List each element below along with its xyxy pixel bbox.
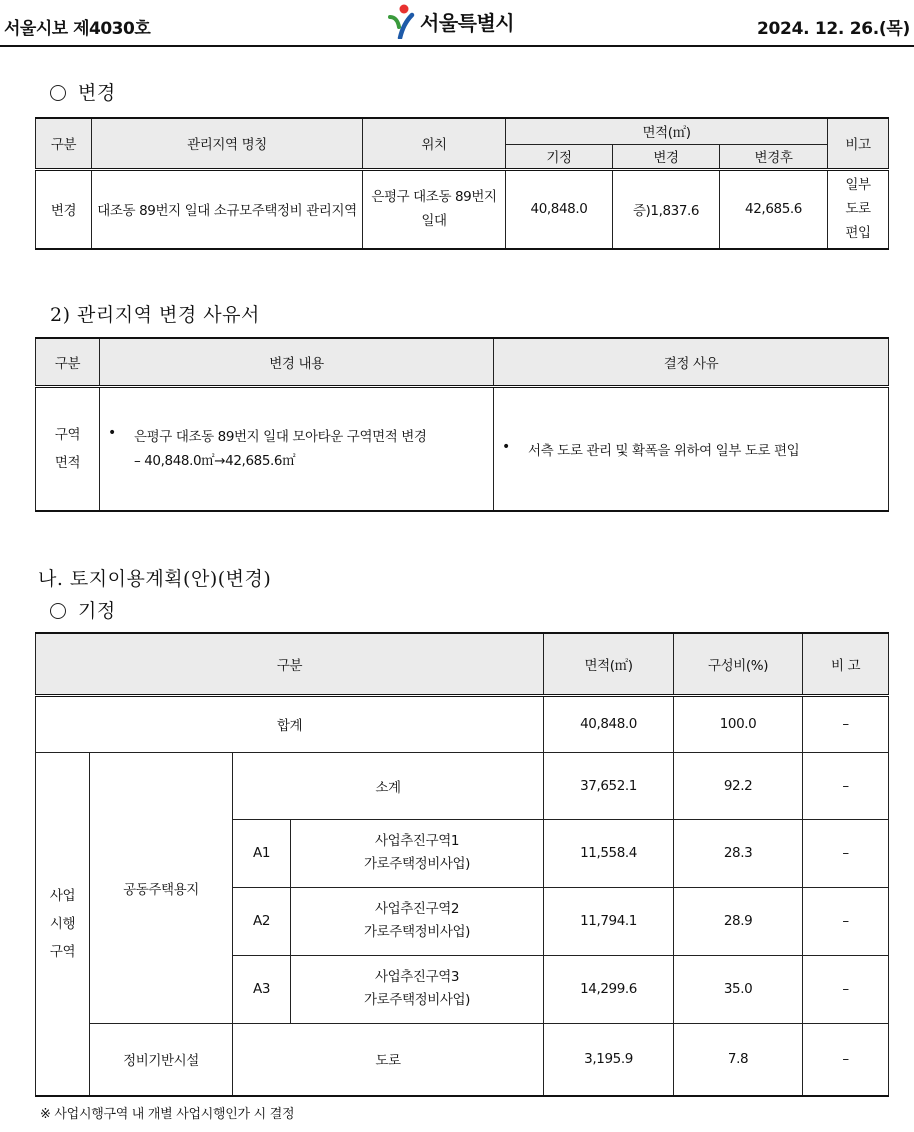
logo-text: 서울특별시 <box>420 10 515 35</box>
col-content: 변경 내용 <box>100 338 494 386</box>
bullet-icon: • <box>108 424 116 441</box>
page-header <box>0 0 914 46</box>
col-gubun: 구분 <box>36 633 544 695</box>
cell-change: 증)1,837.6 <box>613 169 720 249</box>
col-gubun: 구분 <box>36 338 100 386</box>
area-change-table <box>35 117 889 250</box>
seoul-logo-icon <box>386 3 416 39</box>
col-gubun: 구분 <box>36 118 92 169</box>
col-change: 변경 <box>613 144 720 169</box>
cell-remark: 일부 도로 편입 <box>828 169 889 249</box>
table-row <box>36 169 889 249</box>
sec1-heading: 변경 <box>50 78 116 105</box>
cell-after: 42,685.6 <box>720 169 828 249</box>
col-reason: 결정 사유 <box>494 338 889 386</box>
cell-name: 대조동 89번지 일대 소규모주택정비 관리지역 <box>92 169 363 249</box>
cell-zone: 사업 시행 구역 <box>36 752 90 1096</box>
cell-location: 은평구 대조동 89번지 일대 <box>363 169 506 249</box>
cell-content: • 은평구 대조동 89번지 일대 모아타운 구역면적 변경 – 40,848.0㎡→42,685.6㎡ <box>100 386 494 511</box>
sec3-heading: 나. 토지이용계획(안)(변경) <box>38 568 272 590</box>
footnote: ※ 사업시행구역 내 개별 사업시행인가 시 결정 <box>40 1107 295 1122</box>
col-name: 관리지역 명칭 <box>92 118 363 169</box>
cell-gubun: 변경 <box>36 169 92 249</box>
sec2-heading: 2) 관리지역 변경 사유서 <box>50 304 260 326</box>
subtotal-row: 사업 시행 구역 공동주택용지 소계 37,652.1 92.2 – <box>36 752 889 819</box>
cell-reason: • 서측 도로 관리 및 확폭을 위하여 일부 도로 편입 <box>494 386 889 511</box>
circle-bullet-icon <box>50 85 66 101</box>
gazette-number: 서울시보 제4030호 <box>4 19 151 39</box>
circle-bullet-icon <box>50 603 66 619</box>
cell-gubun: 구역 면적 <box>36 386 100 511</box>
reason-table <box>35 337 889 512</box>
land-use-table <box>35 632 889 1097</box>
total-row: 합계 40,848.0 100.0 – <box>36 695 889 752</box>
table-row: A2 사업추진구역2 가로주택정비사업) 11,794.1 28.9 – <box>36 887 889 955</box>
header-rule <box>0 45 914 47</box>
sec3-subheading: 기정 <box>50 596 116 623</box>
cell-housing: 공동주택용지 <box>90 752 233 1023</box>
seoul-logo <box>386 2 514 40</box>
col-area: 면적(㎡) <box>544 633 674 695</box>
bullet-icon: • <box>502 438 510 455</box>
col-area: 면적(㎡) <box>506 118 828 144</box>
col-after: 변경후 <box>720 144 828 169</box>
col-remark: 비고 <box>828 118 889 169</box>
table-row <box>36 386 889 511</box>
infra-row: 정비기반시설 도로 3,195.9 7.8 – <box>36 1023 889 1096</box>
col-existing: 기정 <box>506 144 613 169</box>
table-row: A1 사업추진구역1 가로주택정비사업) 11,558.4 28.3 – <box>36 819 889 887</box>
table-row: A3 사업추진구역3 가로주택정비사업) 14,299.6 35.0 – <box>36 955 889 1023</box>
issue-date: 2024. 12. 26.(목) <box>756 19 910 39</box>
cell-existing: 40,848.0 <box>506 169 613 249</box>
col-remark: 비 고 <box>803 633 889 695</box>
col-location: 위치 <box>363 118 506 169</box>
col-ratio: 구성비(%) <box>674 633 803 695</box>
